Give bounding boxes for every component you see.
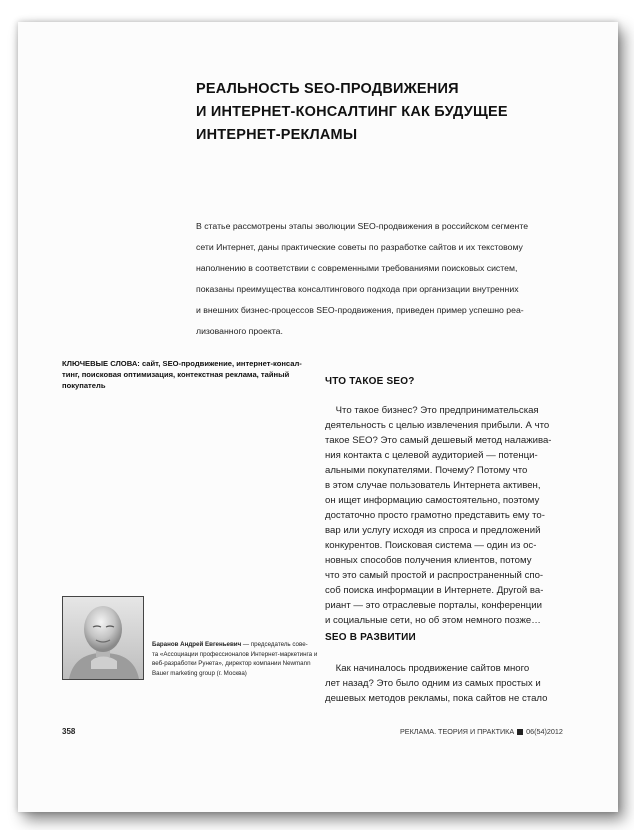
page-number: 358 [62, 727, 76, 736]
section-heading-seo-development: SEO В РАЗВИТИИ [325, 632, 416, 643]
keywords-line: тинг, поисковая оптимизация, контекстная реклама, тайный [62, 370, 290, 379]
title-line: РЕАЛЬНОСТЬ SEO-ПРОДВИЖЕНИЯ [196, 81, 459, 97]
author-line: — председатель сове- [241, 641, 308, 648]
body-line: лет назад? Это было одним из самых простых и [325, 678, 541, 689]
body-line: в этом случае пользователь Интернета активен, [325, 480, 541, 491]
body-line: деятельность с целью извлечения прибыли. А что [325, 420, 550, 431]
body-line: достаточно просто грамотно представить ему то- [325, 510, 545, 521]
body-line: такое SEO? Это самый дешевый метод налажива- [325, 435, 552, 446]
body-line: Как начиналось продвижение сайтов много [325, 663, 530, 674]
abstract [196, 216, 570, 342]
keywords-line: покупатель [62, 381, 106, 390]
abstract-line: и внешних бизнес-процессов SEO-продвижения, приведен пример успешно реа- [196, 305, 524, 315]
keywords [62, 358, 312, 391]
body-line: Что такое бизнес? Это предпринимательская [325, 405, 539, 416]
journal-name: РЕКЛАМА. ТЕОРИЯ И ПРАКТИКА [400, 727, 515, 736]
abstract-line: показаны преимущества консалтингового подхода при организации внутренних [196, 284, 519, 294]
body-line: риант — это отраслевые порталы, конференции [325, 600, 542, 611]
abstract-line: наполнению в соответствии с современными требованиями поисковых систем, [196, 263, 518, 273]
square-bullet-icon [517, 729, 523, 735]
body-line: и социальные сети, но об этом немного позже… [325, 615, 541, 626]
section-what-is-seo-body [325, 403, 569, 628]
journal-issue: 06(54)2012 [526, 727, 563, 736]
author-line: Bauer marketing group (г. Москва) [152, 669, 247, 677]
abstract-line: В статье рассмотрены этапы эволюции SEO-продвижения в российском сегменте [196, 221, 529, 231]
body-line: что это самый простой и распространенный спо- [325, 570, 544, 581]
section-seo-development-body [325, 661, 569, 706]
body-line: соб поиска информации в Интернете. Другой ва- [325, 585, 544, 596]
abstract-line: сети Интернет, даны практические советы по разработке сайтов и их текстовому [196, 242, 523, 252]
title-line: И ИНТЕРНЕТ-КОНСАЛТИНГ КАК БУДУЩЕЕ [196, 104, 508, 120]
abstract-line: лизованного проекта. [196, 326, 283, 336]
section-heading-what-is-seo: ЧТО ТАКОЕ SEO? [325, 376, 415, 387]
author-line: та «Ассоциации профессионалов Интернет-маркетинга и [152, 650, 318, 658]
body-line: конкурентов. Поисковая система — один из ос- [325, 540, 537, 551]
body-line: он ищет информацию самостоятельно, поэтому [325, 495, 540, 506]
keywords-line: КЛЮЧЕВЫЕ СЛОВА: сайт, SEO-продвижение, интернет-консал- [62, 359, 302, 368]
body-line: вар или услугу исходя из спроса и предложений [325, 525, 541, 536]
author-photo [62, 596, 144, 680]
title-line: ИНТЕРНЕТ-РЕКЛАМЫ [196, 127, 358, 143]
body-line: ния контакта с целевой аудиторией — потенци- [325, 450, 538, 461]
author-name: Баранов Андрей Евгеньевич [152, 641, 242, 648]
author-line: веб-разработки Рунета», директор компании Newmann [152, 660, 311, 667]
article-title [196, 78, 576, 147]
journal-footer [400, 727, 563, 736]
body-line: дешевых методов рекламы, пока сайтов не стало [325, 693, 548, 704]
body-line: альными покупателями. Почему? Потому что [325, 465, 528, 476]
author-info [152, 640, 317, 678]
body-line: новных способов получения клиентов, потому [325, 555, 532, 566]
